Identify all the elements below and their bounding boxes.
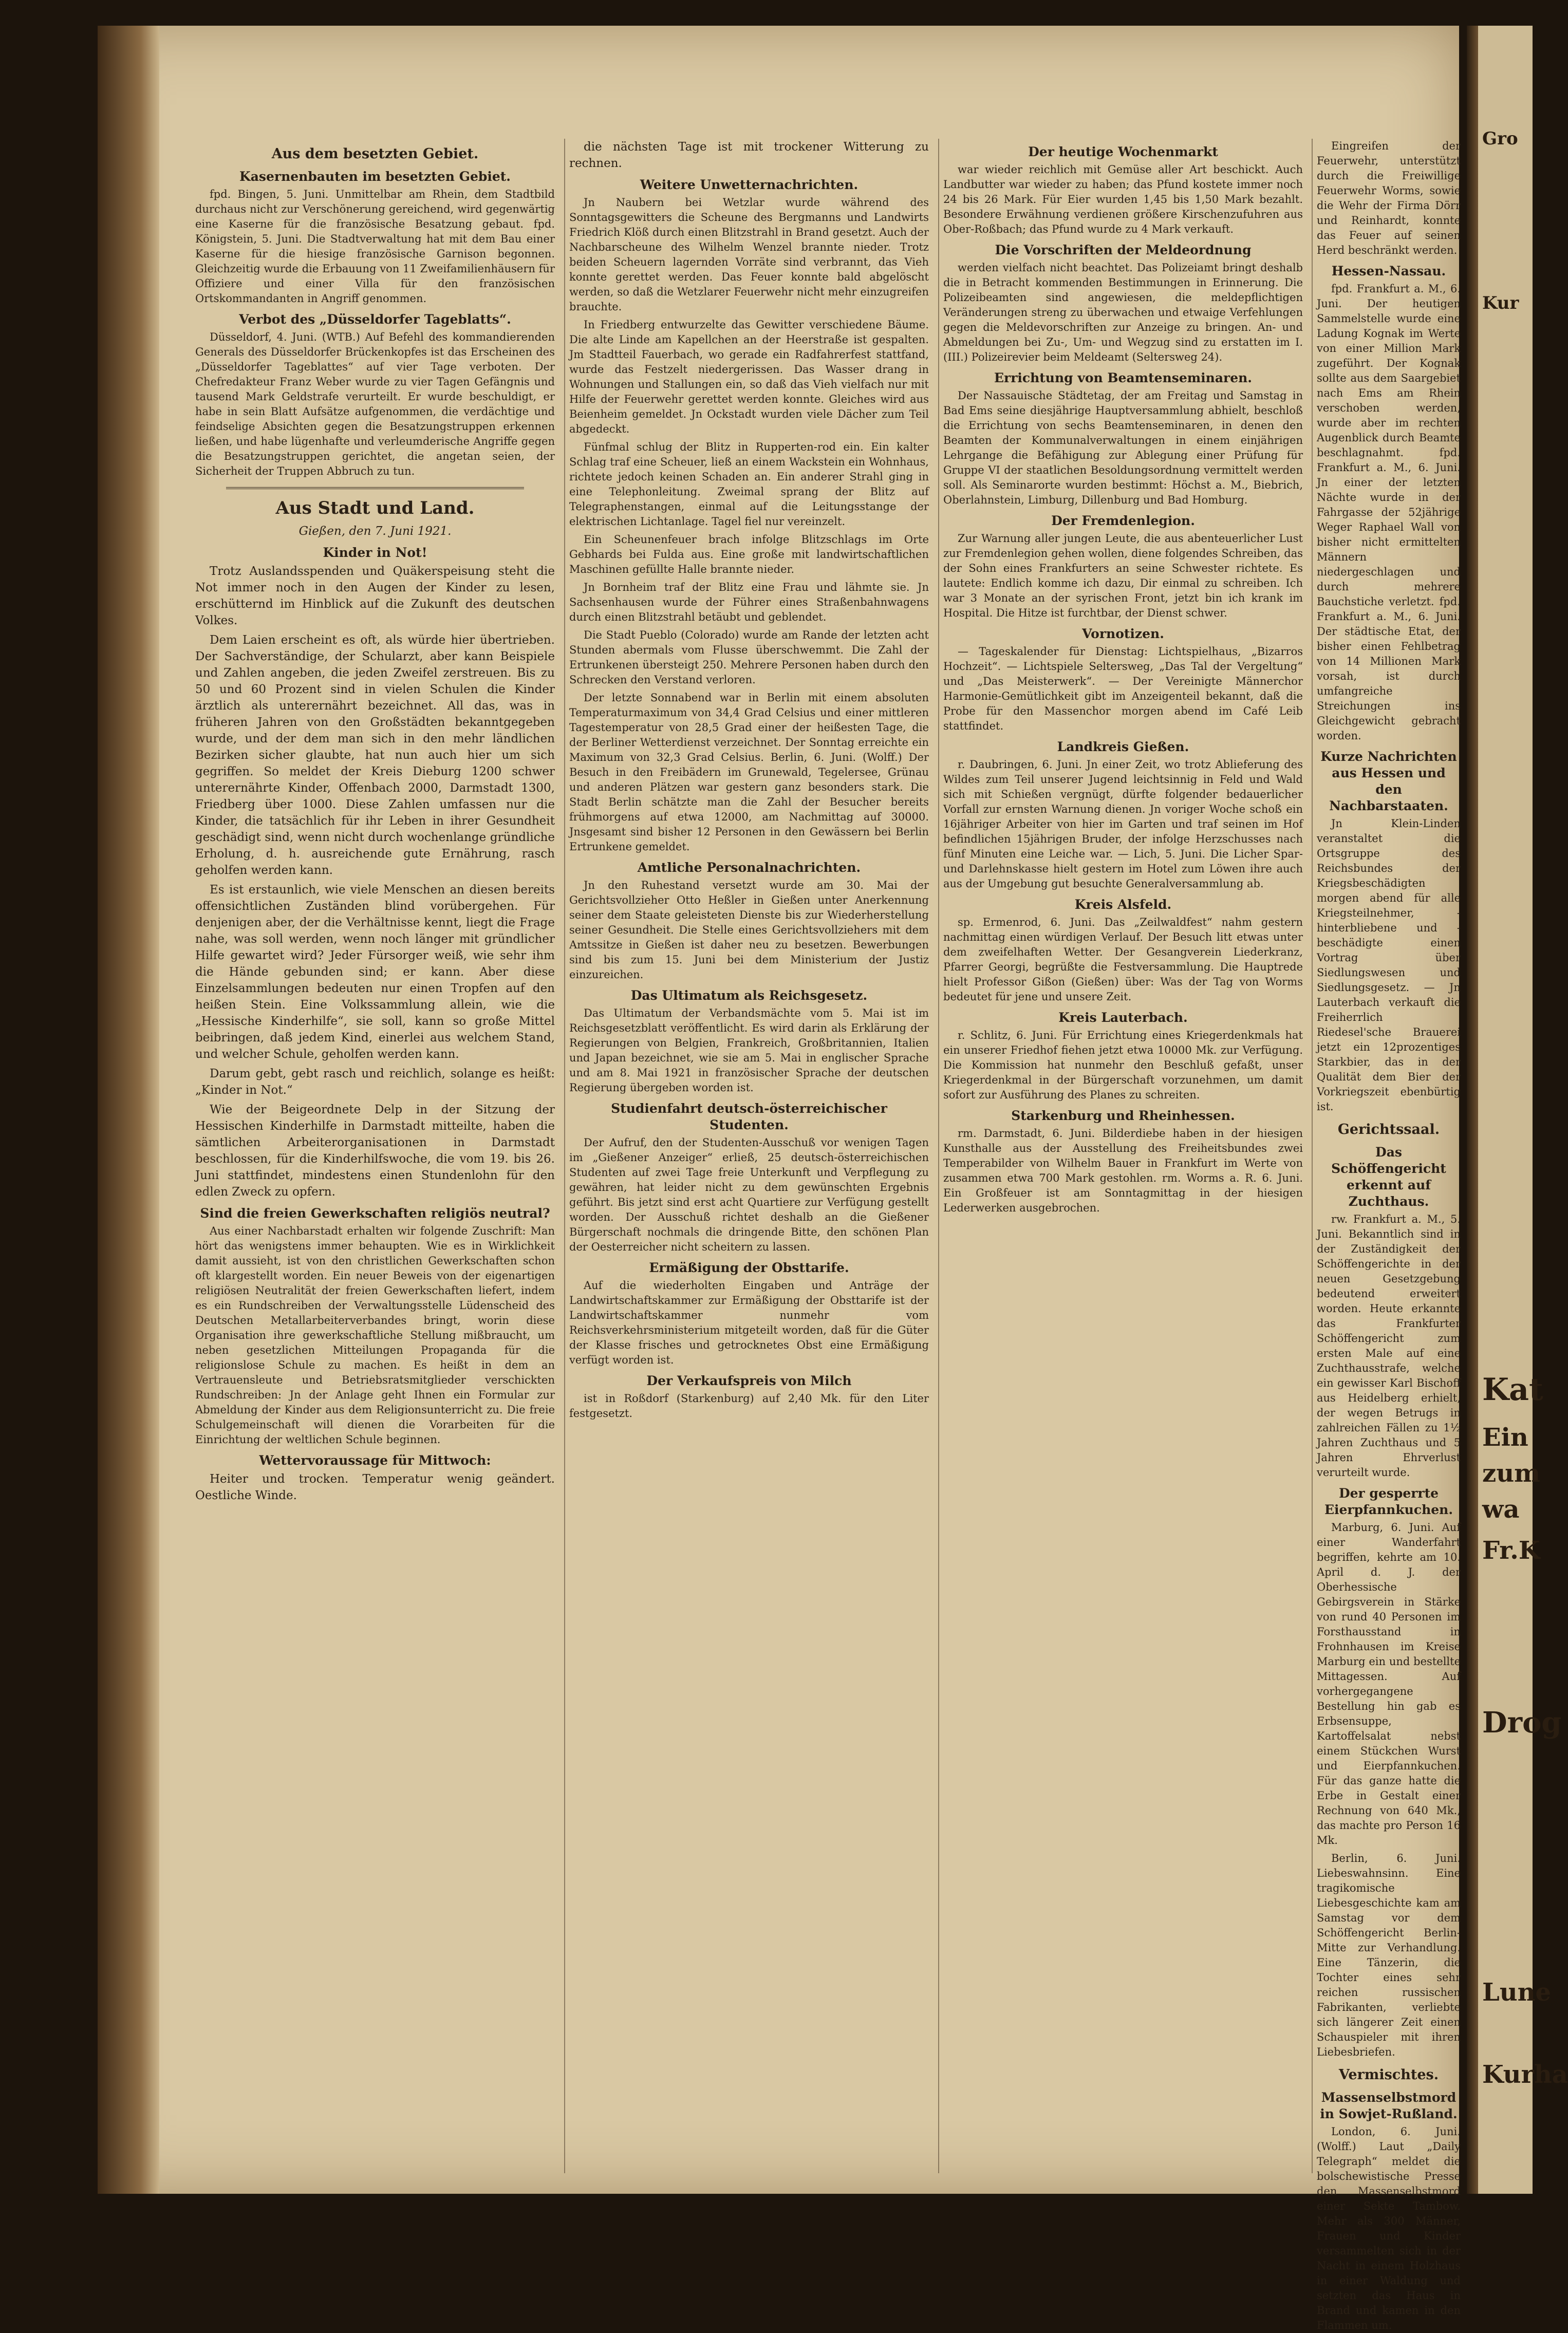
section-title-besetzt: Aus dem besetzten Gebiet. (271, 146, 479, 162)
facing-page-word: Drog (1482, 1706, 1562, 1740)
headline-kasernen: Kasernenbauten im besetzten Gebiet. (239, 169, 511, 184)
article-unwetter-p1: Jn Naubern bei Wetzlar wurde während des Sonntagsgewitters die Scheune des Bergmanns und Landwirts Friedrich Klöß durch einen Blitzstrahl in Brand gesetzt. Auch der Nachbarscheune des Wilhelm Wenzel brannte nieder. Trotz beiden Scheuern lagernden Vorräte sind verbrannt, das Vieh konnte gerettet werden. Das Feuer konnte bald abgelöscht werden, so daß die Wetzlarer Feuerwehr nicht mehr einzugreifen brauchte. (569, 196, 929, 313)
article-unwetter-p3: Fünfmal schlug der Blitz in Rupperten-rod ein. Ein kalter Schlag traf eine Scheuer, ließ an einem Wackstein ein Wohnhaus, richtete jedoch keinen Schaden an. Ein anderer Strahl ging in eine Telephonleitung. Zweimal sprang der Blitz auf Telegraphenstangen, einmal auf die Leitungsstange der elektrischen Lichtanlage. Tagel fiel nur vereinzelt. (569, 441, 929, 528)
headline-vornotizen: Vornotizen. (1082, 626, 1164, 641)
article-kinder-p4: Darum gebt, gebt rasch und reichlich, solange es heißt: „Kinder in Not.“ (195, 1067, 555, 1097)
article-kinder-p1: Trotz Auslandsspenden und Quäkerspeisung steht die Not immer noch in den Augen der Kinder zu lesen, erschütternd im Hinblick auf die Zukunft des deutschen Volkes. (195, 565, 555, 627)
headline-wetter: Wettervoraussage für Mittwoch: (259, 1453, 491, 1468)
article-kinder-p5: Wie der Beigeordnete Delp in der Sitzung der Hessischen Kinderhilfe in Darmstadt mitteilte, haben die sämtlichen Arbeiterorganisationen in Darmstadt beschlossen, für die Kinderhilfswoche, die vom 19. bis 26. Juni stattfindet, mindestens einen Stundenlohn für den edlen Zweck zu opfern. (195, 1103, 555, 1199)
headline-alsfeld: Kreis Alsfeld. (1074, 897, 1172, 912)
section-divider (226, 487, 524, 489)
headline-ultimatum: Das Ultimatum als Reichsgesetz. (630, 988, 868, 1003)
facing-page-word: zum (1482, 1459, 1540, 1488)
headline-obsttarife: Ermäßigung der Obsttarife. (649, 1260, 849, 1275)
section-title-vermischtes: Vermischtes. (1338, 2067, 1439, 2083)
article-berlin: Berlin, 6. Juni. Liebeswahnsinn. Eine tragikomische Liebesgeschichte kam am Samstag vor dem Schöffengericht Berlin-Mitte zur Verhandlung. Eine Tänzerin, die Tochter eines sehr reichen russischen Fabrikanten, verliebte sich längerer Zeit einen Schauspieler mit ihren Liebesbriefen. (1317, 1852, 1461, 2058)
article-studienfahrt: Der Aufruf, den der Studenten-Ausschuß vor wenigen Tagen im „Gießener Anzeiger“ erließ, 25 deutsch-österreichischen Studenten auf zwei Tage freie Unterkunft und Verpflegung zu gewähren, hat leider nicht zu dem gewünschten Ergebnis geführt. Bis jetzt sind erst acht Quartiere zur Verfügung gestellt worden. Der Ausschuß richtet deshalb an die Gießener Bürgerschaft nochmals die dringende Bitte, den schönen Plan der Oesterreicher nicht scheitern zu lassen. (569, 1136, 929, 1253)
facing-page (1467, 26, 1568, 2194)
article-kasernen: fpd. Bingen, 5. Juni. Unmittelbar am Rhein, dem Stadtbild durchaus nicht zur Verschönerung gereichend, wird gegenwärtig eine Kaserne für die französische Besatzung gebaut. fpd. Königstein, 5. Juni. Die Stadtverwaltung hat mit dem Bau einer Kaserne für die hiesige französische Garnison begonnen. Gleichzeitig wurde die Erbauung von 11 Zweifamilienhäusern für Offiziere und einer Villa für den französischen Ortskommandanten in Angriff genommen. (195, 188, 555, 305)
book-binding (98, 26, 159, 2194)
facing-page-word: Kat (1482, 1372, 1543, 1408)
headline-milchpreis: Der Verkaufspreis von Milch (646, 1373, 852, 1388)
article-unwetter-p5: Jn Bornheim traf der Blitz eine Frau und lähmte sie. Jn Sachsenhausen wurde der Führer eines Straßenbahnwagens durch einen Blitzstrahl betäubt und geblendet. (569, 581, 929, 623)
article-meldeordnung: werden vielfach nicht beachtet. Das Polizeiamt bringt deshalb die in Betracht kommenden Bestimmungen in Erinnerung. Die Polizeibeamten sind angewiesen, die meldepflichtigen Veränderungen streng zu überwachen und etwaige Verfehlungen gegen die Meldevorschriften zur Anzeige zu bringen. An- und Abmeldungen bei Zu-, Um- und Wegzug sind zu erstatten im I. (III.) Polizeirevier beim Meldeamt (Seltersweg 24). (943, 262, 1303, 363)
facing-page-word: Ein (1482, 1423, 1528, 1452)
headline-starkenburg: Starkenburg und Rheinhessen. (1011, 1108, 1235, 1123)
article-vornotizen: — Tageskalender für Dienstag: Lichtspielhaus, „Bizarros Hochzeit“. — Lichtspiele Seltersweg, „Das Tal der Vergeltung“ und „Das Meisterwerk“. — Der Vereinigte Männerchor Harmonie-Gemütlichkeit gibt im Anzeigenteil bekannt, daß die Probe für den Massenchor morgen abend im Café Leib stattfindet. (943, 645, 1303, 732)
headline-schoeffen: Das Schöffengericht erkennt auf Zuchthaus. (1331, 1145, 1446, 1209)
headline-unwetter: Weitere Unwetternachrichten. (640, 177, 858, 192)
article-unwetter-p4: Ein Scheunenfeuer brach infolge Blitzschlags im Orte Gebhards bei Fulda aus. Eine große mit landwirtschaftlichen Maschinen gefüllte Halle brannte nieder. (569, 533, 929, 575)
article-fremdenlegion: Zur Warnung aller jungen Leute, die aus abenteuerlicher Lust zur Fremdenlegion gehen wollen, diene folgendes Schreiben, das der Sohn eines Frankfurters an seine Schwester richtete. Es lautete: Endlich komme ich dazu, Dir einmal zu schreiben. Ich war 3 Monate an der syrischen Front, jetzt bin ich krank im Hospital. Die Hitze ist furchtbar, der Dienst schwer. (943, 532, 1303, 619)
column-1 (195, 139, 555, 2173)
facing-page-word: Lune (1482, 1978, 1552, 2007)
column-divider (564, 139, 565, 2173)
headline-eier: Der gesperrte Eierpfannkuchen. (1324, 1486, 1453, 1517)
article-obsttarife: Auf die wiederholten Eingaben und Anträge der Landwirtschaftskammer zur Ermäßigung der Obsttarife ist der Landwirtschaftskammer nunmehr vom Reichsverkehrsministerium mitgeteilt worden, daß für die Güter der Klasse frisches und getrocknetes Obst eine Ermäßigung verfügt worden ist. (569, 1279, 929, 1366)
article-massen: London, 6. Juni. (Wolff.) Laut „Daily Telegraph“ meldet die bolschewistische Presse den Massenselbstmord einer Sekte Tambow. Mehr als 300 Männer, Frauen und Kinder versammelten sich in der Nacht in einem Holzhaus in einer Waldung und setzten das Haus in Brand und kamen in den Flammen um. (1317, 2125, 1461, 2331)
column-2 (569, 139, 929, 2173)
column-4-content (1317, 139, 1461, 2331)
section-title-stadt: Aus Stadt und Land. (275, 498, 475, 518)
article-milchpreis: ist in Roßdorf (Starkenburg) auf 2,40 Mk. für den Liter festgesetzt. (569, 1392, 929, 1420)
headline-gewerkschaften: Sind die freien Gewerkschaften religiös neutral? (200, 1206, 550, 1221)
headline-beamtenseminar: Errichtung von Beamtenseminaren. (994, 370, 1253, 385)
article-unwetter-p2: In Friedberg entwurzelte das Gewitter verschiedene Bäume. Die alte Linde am Kapellchen an der Heerstraße ist gespalten. Jm Stadtteil Fauerbach, wo gerade ein Radfahrerfest stattfand, wurde das Festzelt niedergerissen. Das Wasser drang in Wohnungen und Stallungen ein, so daß das Vieh vielfach nur mit Hilfe der Feuerwehr gerettet werden konnte. Gleiches wird aus Beienheim gemeldet. Jn Ockstadt wurden viele Dächer zum Teil abgedeckt. (569, 319, 929, 435)
article-kinder-p2: Dem Laien erscheint es oft, als würde hier übertrieben. Der Sachverständige, der Schularzt, aber kann Beispiele und Zahlen angeben, die jeden Zweifel zerstreuen. Bis zu 50 und 60 Prozent sind in vielen Schulen die Kinder ärztlich als unterernährt bezeichnet. All das, was in früheren Jahren von den Großstädten bekanntgegeben wurde, und der dem man sich in den mehr ländlichen Bezirken sicher glaubte, hat nun auch hier um sich gegriffen. So meldet der Kreis Dieburg 1200 schwer unterernährte Kinder, Offenbach 2000, Darmstadt 1300, Friedberg über 1000. Diese Zahlen umfassen nur die Kinder, die tatsächlich für ihr Leben in ihrer Gesundheit geschädigt sind, wenn nicht durch wochenlange gründliche Erholung, d. h. ausreichende gute Ernährung, rasch geholfen werden kann. (195, 633, 555, 877)
column-divider (1312, 139, 1313, 2173)
article-gewerkschaften: Aus einer Nachbarstadt erhalten wir folgende Zuschrift: Man hört das wenigstens immer behaupten. Wie es in Wirklichkeit damit aussieht, ist von den christlichen Gewerkschaften schon oft klargestellt worden. Ein neuer Beweis von der eigenartigen religiösen Neutralität der freien Gewerkschaften liefert, indem es ein Rundschreiben der Verwaltungsstelle Lüdenscheid des Deutschen Metallarbeiterverbandes bringt, worin diese Organisation ihre gewerkschaftliche Stellung mißbraucht, um neben gesetzlichen Mitteilungen Propaganda für die religionslose Schule zu machen. Es heißt in dem an Vertrauensleute und Betriebsratsmitglieder verschickten Rundschreiben: Jn der Anlage geht Ihnen ein Formular zur Abmeldung der Kinder aus dem Religionsunterricht zu. Die freie Schulgemeinschaft will dienen die Vorarbeiten für die Einrichtung der weltlichen Schule beginnen. (195, 1225, 555, 1446)
article-verbot: Düsseldorf, 4. Juni. (WTB.) Auf Befehl des kommandierenden Generals des Düsseldorfer Brückenkopfes ist das Erscheinen des „Düsseldorfer Tageblattes“ auf vier Tage verboten. Der Chefredakteur Franz Weber wurde zu vier Tagen Gefängnis und tausend Mark Geldstrafe verurteilt. Er wurde beschuldigt, er habe in sein Blatt Aufsätze aufgenommen, die verdächtige und feindselige Absichten gegen die Besatzungstruppen erkennen ließen, und habe lügenhafte und verleumderische Angriffe gegen die Besatzungstruppen gerichtet, die angetan seien, der Sicherheit der Truppen Abbruch zu tun. (195, 331, 555, 477)
article-wetter: Heiter und trocken. Temperatur wenig geändert. Oestliche Winde. (195, 1472, 555, 1502)
article-wochenmarkt: war wieder reichlich mit Gemüse aller Art beschickt. Auch Landbutter war wieder zu haben; das Pfund kostete immer noch 24 bis 26 Mark. Für Eier wurden 1,45 bis 1,50 Mark bezahlt. Besondere Erwähnung verdienen größere Kirschenzufuhren aus Ober-Roßbach; das Pfund wurde zu 4 Mark verkauft. (943, 163, 1303, 235)
headline-kurze: Kurze Nachrichten aus Hessen und den Nachbarstaaten. (1320, 749, 1457, 813)
column-divider (938, 139, 939, 2173)
headline-verbot: Verbot des „Düsseldorfer Tageblatts“. (239, 312, 511, 327)
article-alsfeld: sp. Ermenrod, 6. Juni. Das „Zeilwaldfest“ nahm gestern nachmittag einen würdigen Verlauf. Der Besuch litt etwas unter dem zweifelhaften Wetter. Der Gesangverein Liederkranz, Pfarrer Georgi, begrüßte die Festversammlung. Die Hauptrede hielt Professor Gißon (Gießen) über: Was der Tag von Worms bedeutet für jene und unsere Zeit. (943, 916, 1303, 1003)
section-title-gericht: Gerichtssaal. (1337, 1122, 1440, 1137)
facing-page-gutter (1467, 26, 1478, 2194)
article-lauterbach: r. Schlitz, 6. Juni. Für Errichtung eines Kriegerdenkmals hat ein unserer Friedhof fiehen jetzt etwa 10000 Mk. zur Verfügung. Die Kommission hat nunmehr den Beschluß gefaßt, unser Kriegerdenkmal in der Bürgerschaft vorzunehmen, um damit sofort zur Ausführung des Planes zu schreiten. (943, 1029, 1303, 1101)
column-3 (943, 139, 1303, 2173)
article-eier: Marburg, 6. Juni. Auf einer Wanderfahrt begriffen, kehrte am 10. April d. J. der Oberhessische Gebirgsverein in Stärke von rund 40 Personen im Forsthausstand in Frohnhausen im Kreise Marburg ein und bestellte Mittagessen. Auf vorhergegangene Bestellung hin gab es Erbsensuppe, Kartoffelsalat nebst einem Stückchen Wurst und Eierpfannkuchen. Für das ganze hatte die Erbe in Gestalt einer Rechnung von 640 Mk., das machte pro Person 16 Mk. (1317, 1521, 1461, 1846)
headline-personal: Amtliche Personalnachrichten. (637, 860, 861, 875)
article-schoeffen: rw. Frankfurt a. M., 5. Juni. Bekanntlich sind in der Zuständigkeit der Schöffengerichte in der neuen Gesetzgebung bedeutend erweitert worden. Heute erkannte das Frankfurter Schöffengericht zum ersten Male auf eine Zuchthausstrafe, welche ein gewisser Karl Bischoff aus Heidelberg erhielt, der wegen Betrugs in zahlreichen Fällen zu 1½ Jahren Zuchthaus und 5 Jahren Ehrverlust verurteilt wurde. (1317, 1213, 1461, 1479)
facing-page-word: Kurha (1482, 2060, 1568, 2089)
article-ultimatum: Das Ultimatum der Verbandsmächte vom 5. Mai ist im Reichsgesetzblatt veröffentlicht. Es wird darin als Erklärung der Regierungen von Belgien, Frankreich, Großbritannien, Italien und Japan bezeichnet, wie sie am 5. Mai in englischer Sprache und am 8. Mai 1921 in französischer Sprache der deutschen Regierung übergeben worden ist. (569, 1007, 929, 1094)
headline-lauterbach: Kreis Lauterbach. (1058, 1010, 1188, 1025)
facing-page-word: Kur (1482, 293, 1519, 313)
article-kinder-p3: Es ist erstaunlich, wie viele Menschen an diesen bereits offensichtlichen Zuständen blind vorübergehen. Für denjenigen aber, der die Verhältnisse kennt, liegt die Frage nahe, was soll werden, wenn noch länger mit gründlicher Hilfe gewartet wird? Jeder Fürsorger weiß, wie sehr ihm die Hände gebunden sind; er kann. Aber diese Einzelsammlungen bedeuten nur einen Tropfen auf den heißen Stein. Eine Volkssammlung allein, wie die „Hessische Kinderhilfe“, sie soll, kann so große Mittel beibringen, daß jedem Kind, einerlei aus welchem Stand, und welcher Schule, geholfen werden kann. (195, 883, 555, 1061)
article-hitze: Der letzte Sonnabend war in Berlin mit einem absoluten Temperaturmaximum von 34,4 Grad Celsius und einer mittleren Tagestemperatur von 28,5 Grad einer der heißesten Tage, die der Berliner Wetterdienst verzeichnet. Der Sonntag erreichte ein Maximum von 32,3 Grad Celsius. Berlin, 6. Juni. (Wolff.) Der Besuch in den Freibädern im Grunewald, Tegelersee, Grünau und anderen Plätzen war gestern ganz besonders stark. Die Stadt Berlin schätzte man die Zahl der Besucher bereits frühmorgens auf etwa 12000, am Nachmittag auf 30000. Jnsgesamt sind bisher 12 Personen in den Gewässern bei Berlin Ertrunkene gemeldet. (569, 692, 929, 853)
article-wetter-cont: die nächsten Tage ist mit trockener Witterung zu rechnen. (569, 140, 929, 170)
article-starkenburg: rm. Darmstadt, 6. Juni. Bilderdiebe haben in der hiesigen Kunsthalle aus der Ausstellung des Freiheitsbundes zwei Temperabilder von Wilhelm Bauer in Frankfurt im Werte von zusammen etwa 700 Mark gestohlen. rm. Worms a. R. 6. Juni. Ein Großfeuer ist am Sonntagmittag in der hiesigen Lederwerken ausgebrochen. (943, 1127, 1303, 1214)
headline-landkreis: Landkreis Gießen. (1057, 739, 1189, 754)
article-nassau: fpd. Frankfurt a. M., 6. Juni. Der heutigen Sammelstelle wurde eine Ladung Kognak im Werte von einer Million Mark zugeführt. Der Kognak sollte aus dem Saargebiet nach Ems am Rhein verschoben werden, wurde aber im rechten Augenblick durch Beamte beschlagnahmt. fpd. Frankfurt a. M., 6. Juni. Jn einer der letzten Nächte wurde in der Fahrgasse der 52jährige Weger Raphael Wall von bisher nicht ermittelten Männern niedergeschlagen und durch mehrere Bauchstiche verletzt. fpd. Frankfurt a. M., 6. Juni. Der städtische Etat, der bisher einen Fehlbetrag von 14 Millionen Mark vorsah, ist durch umfangreiche Streichungen ins Gleichgewicht gebracht worden. (1317, 283, 1461, 742)
facing-page-word: wa (1482, 1495, 1520, 1524)
headline-massen: Massenselbstmord in Sowjet-Rußland. (1320, 2090, 1458, 2121)
article-landkreis: r. Daubringen, 6. Juni. Jn einer Zeit, wo trotz Ablieferung des Wildes zum Teil unserer Jugend leichtsinnig in Feld und Wald sich mit Schießen vergnügt, dürfte folgender bedauerlicher Vorfall zur ernsten Warnung dienen. Jn voriger Woche schoß ein 16jähriger Arbeiter von hier im Garten und traf seinen im Hof befindlichen 15jährigen Bruder, der infolge Herzschusses nach fünf Minuten eine Leiche war. — Lich, 5. Juni. Die Licher Spar- und Darlehnskasse hielt gestern im Hotel zum Löwen ihre auch aus der Umgebung gut besuchte Generalversammlung ab. (943, 758, 1303, 890)
headline-kinder: Kinder in Not! (323, 545, 427, 560)
headline-meldeordnung: Die Vorschriften der Meldeordnung (995, 242, 1252, 257)
article-feuer-cont: Eingreifen der Feuerwehr, unterstützt durch die Freiwillige Feuerwehr Worms, sowie die Wehr der Firma Dörr und Reinhardt, konnte das Feuer auf seinen Herd beschränkt werden. (1317, 140, 1461, 256)
headline-nassau: Hessen-Nassau. (1331, 264, 1446, 278)
facing-page-word: Gro (1482, 128, 1518, 149)
article-beamtenseminar: Der Nassauische Städtetag, der am Freitag und Samstag in Bad Ems seine diesjährige Hauptversammlung abhielt, beschloß die Errichtung von sechs Beamtenseminaren, in denen den Beamten der Kommunalverwaltungen in einem einjährigen Lehrgange die Befähigung zur Ablegung einer Prüfung für Gruppe VI der staatlichen Besoldungsordnung vermittelt werden soll. Als Seminarorte wurden bestimmt: Höchst a. M., Biebrich, Oberlahnstein, Limburg, Dillenburg und Bad Homburg. (943, 389, 1303, 506)
facing-page-word: Fr.K (1482, 1536, 1540, 1565)
article-personal: Jn den Ruhestand versetzt wurde am 30. Mai der Gerichtsvollzieher Otto Heßler in Gießen unter Anerkennung seiner dem Staate geleisteten Dienste bis zur Wiederherstellung seiner Gesundheit. Die Stelle eines Gerichtsvollziehers mit dem Amtssitze in Gießen ist daher neu zu besetzen. Bewerbungen sind bis zum 15. Juni bei dem Ministerium der Justiz einzureichen. (569, 879, 929, 981)
headline-studienfahrt: Studienfahrt deutsch-österreichischer Studenten. (611, 1101, 887, 1132)
article-kurze: Jn Klein-Linden veranstaltet die Ortsgruppe des Reichsbundes der Kriegsbeschädigten morgen abend für alle Kriegsteilnehmer, -hinterbliebene und -beschädigte einen Vortrag über Siedlungswesen und Siedlungsgesetz. — Jn Lauterbach verkauft die Freiherrlich Riedesel'sche Brauerei jetzt ein 12prozentiges Starkbier, das in der Qualität dem Bier der Vorkriegszeit ebenbürtig ist. (1317, 817, 1461, 1113)
headline-fremdenlegion: Der Fremdenlegion. (1051, 513, 1195, 528)
headline-wochenmarkt: Der heutige Wochenmarkt (1028, 144, 1218, 159)
article-unwetter-p6: Die Stadt Pueblo (Colorado) wurde am Rande der letzten acht Stunden abermals vom Flusse überschwemmt. Die Zahl der Ertrunkenen übersteigt 250. Mehrere Personen haben durch den Schrecken den Verstand verloren. (569, 629, 929, 686)
dateline: Gießen, den 7. Juni 1921. (298, 525, 452, 538)
